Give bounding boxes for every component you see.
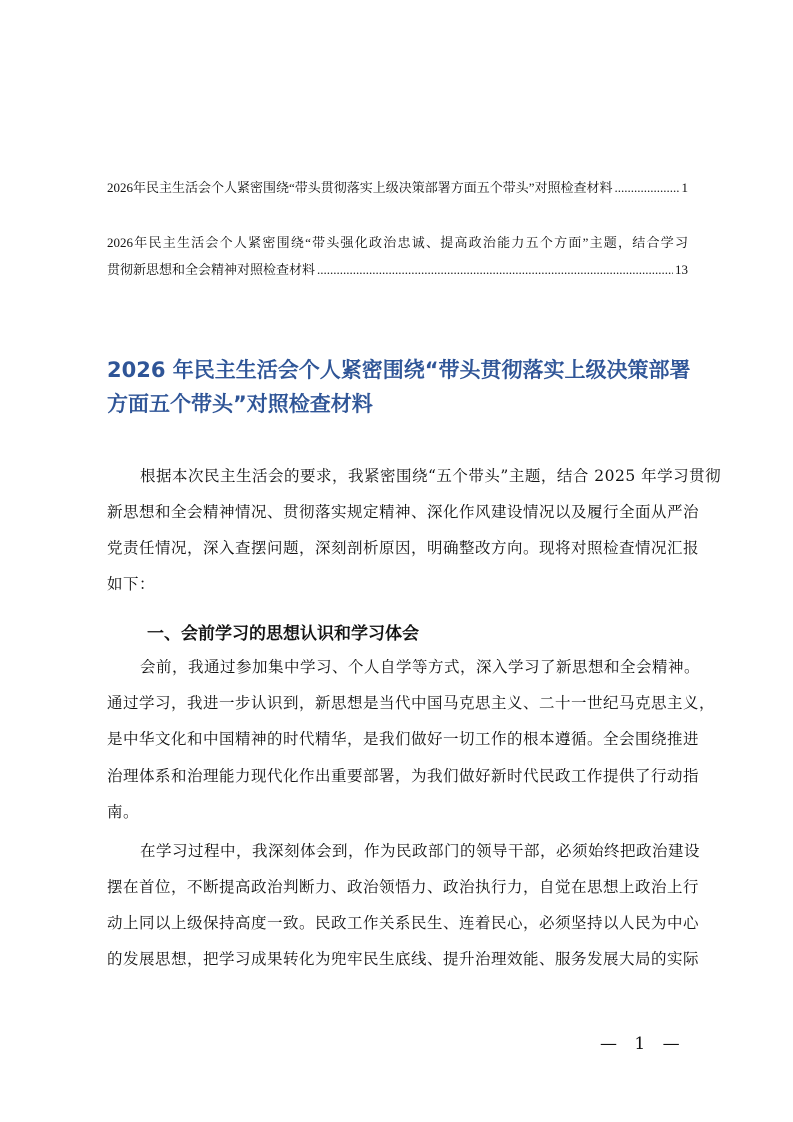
toc-entry-1[interactable] [107, 177, 688, 196]
para-line: 是中华文化和中国精神的时代精华，是我们做好一切工作的根本遵循。全会围绕推进 [107, 730, 700, 748]
toc-entry-page: 13 [675, 262, 688, 277]
para-line: 南。 [107, 803, 140, 821]
para-line: 治理体系和治理能力现代化作出重要部署，为我们做好新时代民政工作提供了行动指 [107, 767, 700, 785]
intro-line: 党责任情况，深入查摆问题，深刻剖析原因，明确整改方向。现将对照检查情况汇报 [107, 539, 700, 557]
para-line: 的发展思想，把学习成果转化为兜牢民生底线、提升治理效能、服务发展大局的实际 [107, 950, 700, 968]
toc-leader-dots [615, 180, 680, 196]
toc-entry-page: 1 [681, 180, 688, 195]
para-line: 摆在首位，不断提高政治判断力、政治领悟力、政治执行力，自觉在思想上政治上行 [107, 878, 700, 896]
toc-leader-dots [317, 262, 673, 278]
intro-line: 如下： [107, 575, 156, 593]
para-line: 动上同以上级保持高度一致。民政工作关系民生、连着民心，必须坚持以人民为中心 [107, 914, 700, 932]
para-line: 会前，我通过参加集中学习、个人自学等方式，深入学习了新思想和全会精神。 [140, 658, 701, 676]
toc-entry-2[interactable] [107, 259, 688, 278]
toc-entry-title: 贯彻新思想和全会精神对照检查材料 [107, 262, 316, 277]
toc-entry-title: 2026年民主生活会个人紧密围绕“带头贯彻落实上级决策部署方面五个带头”对照检查材料 [107, 180, 613, 195]
page-number: — 1 — [600, 1034, 686, 1054]
intro-line: 根据本次民主生活会的要求，我紧密围绕“五个带头”主题，结合 2025 年学习贯彻 [140, 467, 722, 485]
para-line: 在学习过程中，我深刻体会到，作为民政部门的领导干部，必须始终把政治建设 [140, 842, 701, 860]
document-title-line2: 方面五个带头”对照检查材料 [107, 392, 373, 416]
document-title-line1: 2026 年民主生活会个人紧密围绕“带头贯彻落实上级决策部署 [107, 358, 691, 382]
para-line: 通过学习，我进一步认识到，新思想是当代中国马克思主义、二十一世纪马克思主义， [107, 694, 716, 712]
toc-entry-2-line1[interactable]: 2026年民主生活会个人紧密围绕“带头强化政治忠诚、提高政治能力五个方面”主题，结合学习 [107, 235, 688, 250]
intro-line: 新思想和全会精神情况、贯彻落实规定精神、深化作风建设情况以及履行全面从严治 [107, 503, 700, 521]
section-heading: 一、会前学习的思想认识和学习体会 [147, 624, 419, 644]
